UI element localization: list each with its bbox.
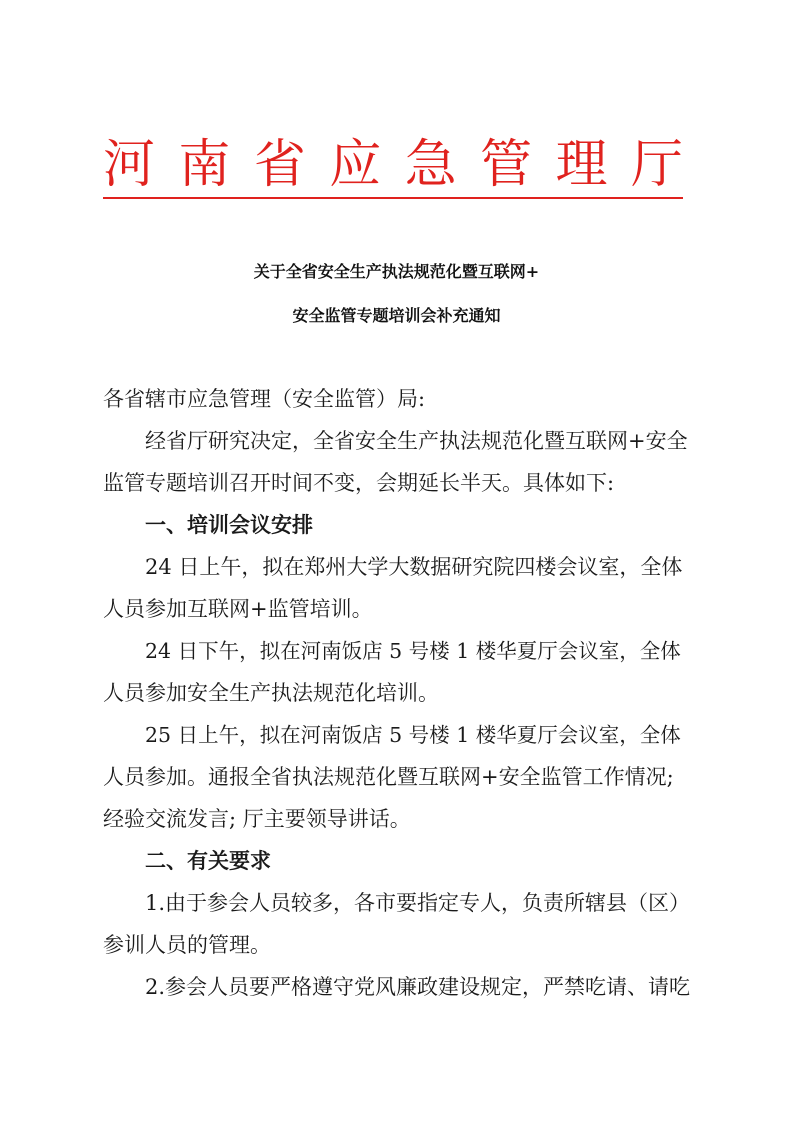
intro-line: 监管专题培训召开时间不变，会期延长半天。具体如下: (103, 471, 615, 495)
agency-char: 管 (480, 135, 533, 195)
intro-line: 经省厅研究决定，全省安全生产执法规范化暨互联网+安全 (145, 429, 688, 453)
paragraph-line: 1.由于参会人员较多，各市要指定专人，负责所辖县（区） (145, 891, 691, 915)
paragraph-line: 经验交流发言; 厅主要领导讲话。 (103, 807, 411, 831)
agency-name (103, 130, 683, 200)
section-heading-arrangements: 一、培训会议安排 (145, 513, 313, 537)
paragraph-line: 参训人员的管理。 (103, 933, 271, 957)
agency-char: 应 (329, 135, 382, 195)
document-title-line-2: 安全监管专题培训会补充通知 (292, 306, 501, 325)
agency-char: 急 (404, 135, 457, 195)
salutation: 各省辖市应急管理（安全监管）局: (103, 387, 426, 411)
paragraph-line: 25 日上午，拟在河南饭店 5 号楼 1 楼华夏厅会议室，全体 (145, 723, 681, 747)
document-title-line-1: 关于全省安全生产执法规范化暨互联网+ (253, 262, 540, 281)
agency-char: 省 (253, 135, 306, 195)
section-heading-requirements: 二、有关要求 (145, 849, 271, 873)
paragraph-line: 人员参加安全生产执法规范化培训。 (103, 681, 439, 705)
paragraph-line: 24 日上午，拟在郑州大学大数据研究院四楼会议室，全体 (145, 555, 683, 579)
agency-char: 河 (103, 135, 156, 195)
agency-char: 理 (555, 135, 608, 195)
agency-char: 厅 (630, 135, 683, 195)
paragraph-line: 人员参加互联网+监管培训。 (103, 597, 373, 621)
paragraph-line: 24 日下午，拟在河南饭店 5 号楼 1 楼华夏厅会议室，全体 (145, 639, 681, 663)
agency-char: 南 (178, 135, 231, 195)
header-red-rule (103, 197, 683, 199)
paragraph-line: 人员参加。通报全省执法规范化暨互联网+安全监管工作情况; (103, 765, 674, 789)
paragraph-line: 2.参会人员要严格遵守党风廉政建设规定，严禁吃请、请吃 (145, 975, 691, 999)
